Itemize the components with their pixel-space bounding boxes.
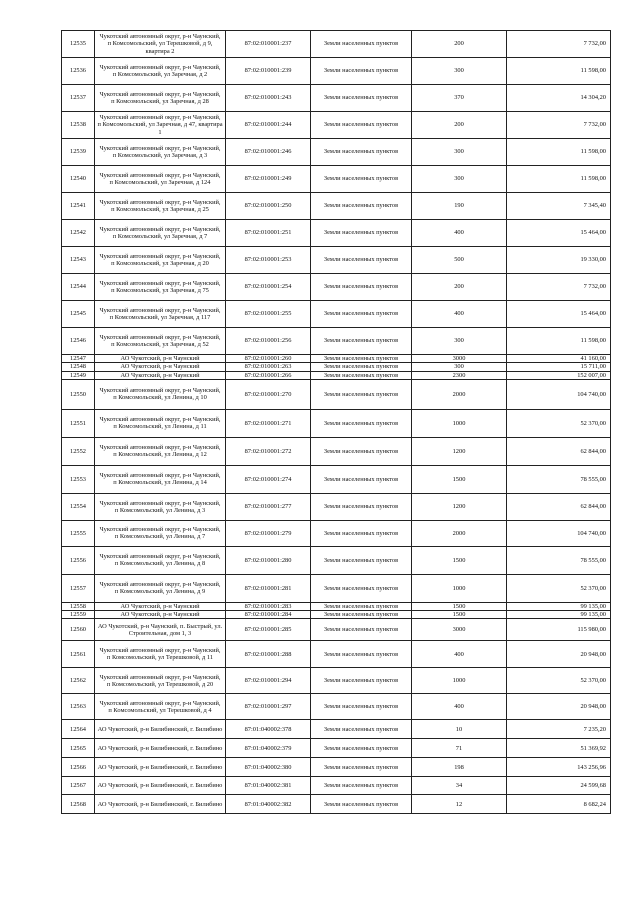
area-cell: 2300: [412, 371, 507, 379]
land-category-cell: Земли населенных пунктов: [311, 193, 412, 220]
table-row: [62, 611, 611, 619]
address-cell: Чукотский автономный округ, р-н Чаунский, п Комсомольский, ул Ленина, д 12: [95, 437, 226, 465]
address-cell: АО Чукотский, р-н Билибинский, г. Билибино: [95, 739, 226, 758]
cadastral-value-cell: 7 732,00: [507, 274, 611, 301]
address-cell: Чукотский автономный округ, р-н Чаунский, п Комсомольский, ул Заречная, д 124: [95, 166, 226, 193]
land-category-cell: Земли населенных пунктов: [311, 720, 412, 739]
cadastral-value-cell: 7 235,20: [507, 720, 611, 739]
land-category-cell: Земли населенных пунктов: [311, 379, 412, 409]
cadastral-value-cell: 14 304,20: [507, 85, 611, 112]
area-cell: 200: [412, 274, 507, 301]
row-number-cell: 12539: [62, 139, 95, 166]
table-row: [62, 371, 611, 379]
cadastral-number-cell: 87:02:010001:294: [226, 668, 311, 694]
cadastral-value-cell: 11 598,00: [507, 58, 611, 85]
table-row: [62, 641, 611, 668]
address-cell: Чукотский автономный округ, р-н Чаунский, п Комсомольский, ул Заречная, д 52: [95, 328, 226, 355]
cadastral-value-cell: 8 682,24: [507, 795, 611, 814]
table-row: [62, 301, 611, 328]
row-number-cell: 12561: [62, 641, 95, 668]
cadastral-number-cell: 87:02:010001:254: [226, 274, 311, 301]
table-row: [62, 85, 611, 112]
cadastral-number-cell: 87:02:010001:255: [226, 301, 311, 328]
area-cell: 34: [412, 777, 507, 795]
area-cell: 200: [412, 112, 507, 139]
land-category-cell: Земли населенных пунктов: [311, 247, 412, 274]
table-row: [62, 355, 611, 363]
cadastral-number-cell: 87:02:010001:288: [226, 641, 311, 668]
cadastral-value-cell: 20 948,00: [507, 694, 611, 720]
land-category-cell: Земли населенных пунктов: [311, 611, 412, 619]
cadastral-number-cell: 87:02:010001:270: [226, 379, 311, 409]
cadastral-number-cell: 87:02:010001:266: [226, 371, 311, 379]
cadastral-value-cell: 115 980,00: [507, 619, 611, 641]
row-number-cell: 12568: [62, 795, 95, 814]
table-row: [62, 58, 611, 85]
address-cell: АО Чукотский, р-н Чаунский: [95, 355, 226, 363]
cadastral-number-cell: 87:02:010001:243: [226, 85, 311, 112]
row-number-cell: 12544: [62, 274, 95, 301]
cadastral-number-cell: 87:02:010001:253: [226, 247, 311, 274]
address-cell: АО Чукотский, р-н Билибинский, г. Билибино: [95, 720, 226, 739]
cadastral-number-cell: 87:02:010001:246: [226, 139, 311, 166]
cadastral-number-cell: 87:01:040002:380: [226, 758, 311, 777]
table-row: [62, 758, 611, 777]
cadastral-value-cell: 7 732,00: [507, 112, 611, 139]
cadastral-value-cell: 7 732,00: [507, 31, 611, 58]
table-row: [62, 409, 611, 437]
table-row: [62, 166, 611, 193]
area-cell: 71: [412, 739, 507, 758]
table-row: [62, 546, 611, 574]
area-cell: 200: [412, 31, 507, 58]
land-category-cell: Земли населенных пунктов: [311, 371, 412, 379]
cadastral-number-cell: 87:02:010001:237: [226, 31, 311, 58]
address-cell: Чукотский автономный округ, р-н Чаунский, п Комсомольский, ул Терешковой, д 20: [95, 668, 226, 694]
land-category-cell: Земли населенных пунктов: [311, 409, 412, 437]
address-cell: Чукотский автономный округ, р-н Чаунский, п Комсомольский, ул Заречная, д 25: [95, 193, 226, 220]
table-row: [62, 379, 611, 409]
area-cell: 2000: [412, 520, 507, 546]
address-cell: Чукотский автономный округ, р-н Чаунский, п Комсомольский, ул Заречная, д 20: [95, 247, 226, 274]
address-cell: АО Чукотский, р-н Билибинский, г. Билибино: [95, 777, 226, 795]
cadastral-value-cell: 15 464,00: [507, 220, 611, 247]
table-row: [62, 437, 611, 465]
row-number-cell: 12551: [62, 409, 95, 437]
address-cell: АО Чукотский, р-н Билибинский, г. Билибино: [95, 758, 226, 777]
address-cell: Чукотский автономный округ, р-н Чаунский, п Комсомольский, ул Заречная, д 28: [95, 85, 226, 112]
table-row: [62, 493, 611, 520]
table-row: [62, 777, 611, 795]
row-number-cell: 12550: [62, 379, 95, 409]
row-number-cell: 12536: [62, 58, 95, 85]
area-cell: 300: [412, 363, 507, 371]
row-number-cell: 12562: [62, 668, 95, 694]
area-cell: 1200: [412, 493, 507, 520]
address-cell: Чукотский автономный округ, р-н Чаунский, п Комсомольский, ул Заречная, д 117: [95, 301, 226, 328]
address-cell: Чукотский автономный округ, р-н Чаунский, п Комсомольский, ул Ленина, д 8: [95, 546, 226, 574]
row-number-cell: 12549: [62, 371, 95, 379]
table-row: [62, 220, 611, 247]
table-row: [62, 465, 611, 493]
cadastral-number-cell: 87:02:010001:274: [226, 465, 311, 493]
table-row: [62, 139, 611, 166]
cadastral-value-cell: 19 330,00: [507, 247, 611, 274]
row-number-cell: 12553: [62, 465, 95, 493]
area-cell: 12: [412, 795, 507, 814]
land-category-cell: Земли населенных пунктов: [311, 493, 412, 520]
area-cell: 2000: [412, 379, 507, 409]
address-cell: АО Чукотский, р-н Чаунский, п. Быстрый, ул. Строительная, дом 1, 3: [95, 619, 226, 641]
cadastral-value-cell: 78 555,00: [507, 546, 611, 574]
row-number-cell: 12537: [62, 85, 95, 112]
area-cell: 400: [412, 694, 507, 720]
cadastral-number-cell: 87:01:040002:378: [226, 720, 311, 739]
area-cell: 400: [412, 301, 507, 328]
row-number-cell: 12563: [62, 694, 95, 720]
table-row: [62, 795, 611, 814]
land-category-cell: Земли населенных пунктов: [311, 739, 412, 758]
area-cell: 3000: [412, 355, 507, 363]
address-cell: Чукотский автономный округ, р-н Чаунский, п Комсомольский, ул Ленина, д 11: [95, 409, 226, 437]
row-number-cell: 12566: [62, 758, 95, 777]
cadastral-value-cell: 143 256,96: [507, 758, 611, 777]
row-number-cell: 12535: [62, 31, 95, 58]
cadastral-number-cell: 87:01:040002:382: [226, 795, 311, 814]
row-number-cell: 12552: [62, 437, 95, 465]
cadastral-value-cell: 52 370,00: [507, 668, 611, 694]
address-cell: Чукотский автономный округ, р-н Чаунский, п Комсомольский, ул Заречная, д 2: [95, 58, 226, 85]
address-cell: Чукотский автономный округ, р-н Чаунский, п Комсомольский, ул Ленина, д 10: [95, 379, 226, 409]
area-cell: 1500: [412, 546, 507, 574]
land-category-cell: Земли населенных пунктов: [311, 602, 412, 610]
row-number-cell: 12538: [62, 112, 95, 139]
table-row: [62, 520, 611, 546]
address-cell: АО Чукотский, р-н Чаунский: [95, 371, 226, 379]
row-number-cell: 12560: [62, 619, 95, 641]
cadastral-value-cell: 62 844,00: [507, 493, 611, 520]
address-cell: Чукотский автономный округ, р-н Чаунский, п Комсомольский, ул Ленина, д 7: [95, 520, 226, 546]
area-cell: 400: [412, 220, 507, 247]
table-row: [62, 363, 611, 371]
table-row: [62, 668, 611, 694]
cadastral-value-cell: 20 948,00: [507, 641, 611, 668]
land-category-cell: Земли населенных пунктов: [311, 139, 412, 166]
row-number-cell: 12555: [62, 520, 95, 546]
table-row: [62, 274, 611, 301]
cadastral-number-cell: 87:02:010001:272: [226, 437, 311, 465]
area-cell: 1500: [412, 602, 507, 610]
table-row: [62, 720, 611, 739]
cadastral-value-cell: 62 844,00: [507, 437, 611, 465]
cadastral-number-cell: 87:02:010001:271: [226, 409, 311, 437]
land-category-cell: Земли населенных пунктов: [311, 85, 412, 112]
address-cell: АО Чукотский, р-н Чаунский: [95, 363, 226, 371]
address-cell: Чукотский автономный округ, р-н Чаунский, п Комсомольский, ул Заречная, д 3: [95, 139, 226, 166]
row-number-cell: 12548: [62, 363, 95, 371]
land-category-cell: Земли населенных пунктов: [311, 301, 412, 328]
address-cell: АО Чукотский, р-н Билибинский, г. Билибино: [95, 795, 226, 814]
cadastral-number-cell: 87:01:040002:381: [226, 777, 311, 795]
row-number-cell: 12540: [62, 166, 95, 193]
cadastral-number-cell: 87:02:010001:251: [226, 220, 311, 247]
cadastral-value-cell: 11 598,00: [507, 166, 611, 193]
cadastral-value-cell: 15 464,00: [507, 301, 611, 328]
cadastral-value-cell: 152 007,00: [507, 371, 611, 379]
row-number-cell: 12558: [62, 602, 95, 610]
row-number-cell: 12567: [62, 777, 95, 795]
area-cell: 300: [412, 166, 507, 193]
cadastral-value-cell: 11 598,00: [507, 139, 611, 166]
row-number-cell: 12565: [62, 739, 95, 758]
area-cell: 10: [412, 720, 507, 739]
cadastral-number-cell: 87:02:010001:285: [226, 619, 311, 641]
cadastral-number-cell: 87:02:010001:284: [226, 611, 311, 619]
land-category-cell: Земли населенных пунктов: [311, 112, 412, 139]
table-row: [62, 328, 611, 355]
land-category-cell: Земли населенных пунктов: [311, 694, 412, 720]
cadastral-number-cell: 87:02:010001:281: [226, 574, 311, 602]
address-cell: Чукотский автономный округ, р-н Чаунский, п Комсомольский, ул Ленина, д 3: [95, 493, 226, 520]
area-cell: 1000: [412, 668, 507, 694]
table-row: [62, 574, 611, 602]
land-category-cell: Земли населенных пунктов: [311, 166, 412, 193]
row-number-cell: 12564: [62, 720, 95, 739]
cadastral-number-cell: 87:02:010001:256: [226, 328, 311, 355]
cadastral-value-cell: 104 740,00: [507, 520, 611, 546]
cadastral-value-cell: 99 135,00: [507, 611, 611, 619]
address-cell: АО Чукотский, р-н Чаунский: [95, 602, 226, 610]
area-cell: 198: [412, 758, 507, 777]
area-cell: 400: [412, 641, 507, 668]
cadastral-number-cell: 87:02:010001:277: [226, 493, 311, 520]
cadastral-number-cell: 87:02:010001:280: [226, 546, 311, 574]
table-row: [62, 739, 611, 758]
area-cell: 370: [412, 85, 507, 112]
land-category-cell: Земли населенных пунктов: [311, 465, 412, 493]
row-number-cell: 12556: [62, 546, 95, 574]
area-cell: 1500: [412, 465, 507, 493]
land-category-cell: Земли населенных пунктов: [311, 546, 412, 574]
table-row: [62, 247, 611, 274]
area-cell: 1200: [412, 437, 507, 465]
land-category-cell: Земли населенных пунктов: [311, 574, 412, 602]
row-number-cell: 12542: [62, 220, 95, 247]
cadastral-value-cell: 11 598,00: [507, 328, 611, 355]
row-number-cell: 12554: [62, 493, 95, 520]
cadastral-value-cell: 51 369,92: [507, 739, 611, 758]
address-cell: Чукотский автономный округ, р-н Чаунский, п Комсомольский, ул Заречная, д 47, квартира 1: [95, 112, 226, 139]
land-category-cell: Земли населенных пунктов: [311, 668, 412, 694]
cadastral-number-cell: 87:02:010001:250: [226, 193, 311, 220]
cadastral-value-cell: 99 135,00: [507, 602, 611, 610]
land-category-cell: Земли населенных пунктов: [311, 619, 412, 641]
land-category-cell: Земли населенных пунктов: [311, 758, 412, 777]
land-category-cell: Земли населенных пунктов: [311, 31, 412, 58]
row-number-cell: 12557: [62, 574, 95, 602]
land-category-cell: Земли населенных пунктов: [311, 328, 412, 355]
cadastral-number-cell: 87:02:010001:283: [226, 602, 311, 610]
area-cell: 1000: [412, 409, 507, 437]
table-row: [62, 602, 611, 610]
row-number-cell: 12545: [62, 301, 95, 328]
area-cell: 1000: [412, 574, 507, 602]
table-row: [62, 694, 611, 720]
cadastral-value-cell: 41 160,00: [507, 355, 611, 363]
cadastral-value-cell: 78 555,00: [507, 465, 611, 493]
cadastral-number-cell: 87:02:010001:249: [226, 166, 311, 193]
land-category-cell: Земли населенных пунктов: [311, 355, 412, 363]
address-cell: Чукотский автономный округ, р-н Чаунский, п Комсомольский, ул Терешковой, д 4: [95, 694, 226, 720]
land-category-cell: Земли населенных пунктов: [311, 220, 412, 247]
table-row: [62, 31, 611, 58]
cadastral-number-cell: 87:02:010001:244: [226, 112, 311, 139]
table-row: [62, 112, 611, 139]
cadastral-value-cell: 52 370,00: [507, 574, 611, 602]
cadastral-number-cell: 87:02:010001:297: [226, 694, 311, 720]
area-cell: 1500: [412, 611, 507, 619]
area-cell: 500: [412, 247, 507, 274]
address-cell: Чукотский автономный округ, р-н Чаунский, п Комсомольский, ул Ленина, д 14: [95, 465, 226, 493]
row-number-cell: 12547: [62, 355, 95, 363]
area-cell: 190: [412, 193, 507, 220]
cadastral-value-cell: 24 599,68: [507, 777, 611, 795]
land-category-cell: Земли населенных пунктов: [311, 641, 412, 668]
address-cell: Чукотский автономный округ, р-н Чаунский, п Комсомольский, ул Терешковой, д 11: [95, 641, 226, 668]
area-cell: 300: [412, 328, 507, 355]
address-cell: Чукотский автономный округ, р-н Чаунский, п Комсомольский, ул Терешковой, д 9, квартира 2: [95, 31, 226, 58]
row-number-cell: 12541: [62, 193, 95, 220]
land-category-cell: Земли населенных пунктов: [311, 520, 412, 546]
land-category-cell: Земли населенных пунктов: [311, 777, 412, 795]
address-cell: Чукотский автономный округ, р-н Чаунский, п Комсомольский, ул Ленина, д 9: [95, 574, 226, 602]
cadastral-value-cell: 52 370,00: [507, 409, 611, 437]
table-row: [62, 193, 611, 220]
land-registry-table: [61, 30, 611, 814]
cadastral-number-cell: 87:02:010001:263: [226, 363, 311, 371]
land-category-cell: Земли населенных пунктов: [311, 58, 412, 85]
cadastral-value-cell: 7 345,40: [507, 193, 611, 220]
land-category-cell: Земли населенных пунктов: [311, 363, 412, 371]
land-category-cell: Земли населенных пунктов: [311, 795, 412, 814]
table-row: [62, 619, 611, 641]
cadastral-value-cell: 104 740,00: [507, 379, 611, 409]
cadastral-number-cell: 87:02:010001:279: [226, 520, 311, 546]
address-cell: АО Чукотский, р-н Чаунский: [95, 611, 226, 619]
address-cell: Чукотский автономный округ, р-н Чаунский, п Комсомольский, ул Заречная, д 7: [95, 220, 226, 247]
table-body: [62, 31, 611, 814]
cadastral-number-cell: 87:01:040002:379: [226, 739, 311, 758]
row-number-cell: 12546: [62, 328, 95, 355]
land-category-cell: Земли населенных пунктов: [311, 274, 412, 301]
area-cell: 300: [412, 139, 507, 166]
area-cell: 300: [412, 58, 507, 85]
cadastral-number-cell: 87:02:010001:260: [226, 355, 311, 363]
cadastral-value-cell: 15 711,00: [507, 363, 611, 371]
area-cell: 3000: [412, 619, 507, 641]
address-cell: Чукотский автономный округ, р-н Чаунский, п Комсомольский, ул Заречная, д 75: [95, 274, 226, 301]
cadastral-number-cell: 87:02:010001:239: [226, 58, 311, 85]
land-category-cell: Земли населенных пунктов: [311, 437, 412, 465]
row-number-cell: 12543: [62, 247, 95, 274]
row-number-cell: 12559: [62, 611, 95, 619]
